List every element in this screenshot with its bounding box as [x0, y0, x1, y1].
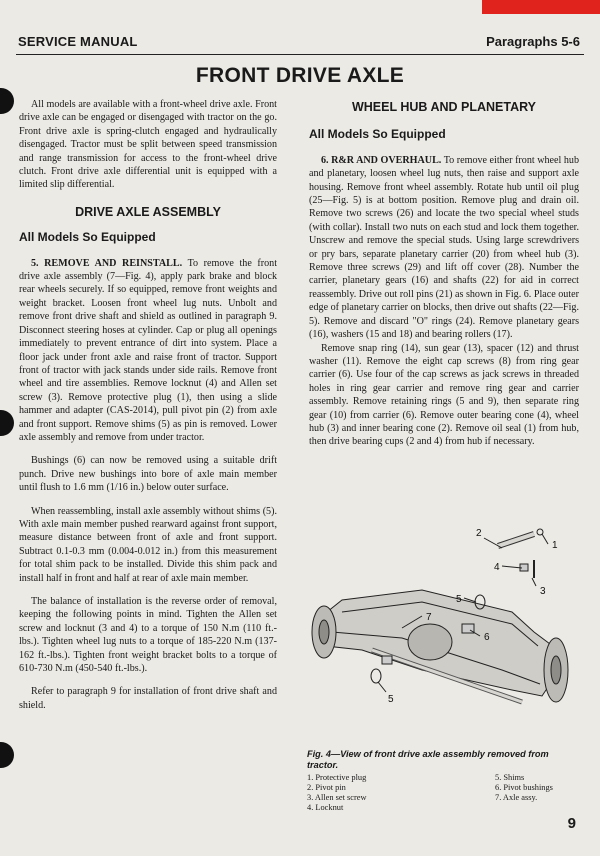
- legend-item: 2. Pivot pin: [307, 783, 346, 792]
- callout-label: 4: [494, 562, 500, 573]
- sub-heading: All Models So Equipped: [309, 127, 446, 142]
- refer-paragraph: Refer to paragraph 9 for installation of front drive shaft and shield.: [19, 686, 277, 711]
- paragraph-body: To remove the front drive axle assembly (7—Fig. 4), apply park brake and block rear wheels securely. If so equipped, remove front weights and weight bracket. Loosen front wheel lug nuts. Unbolt and remove front drive shaft and shield as outlined in paragraph 9. Disconnect steering hoses at cylinder. Cap or plug all openings immediately to prevent entrance of dirt into system. Place a floor jack under front axle and raise front of tractor. Support front of tractor with jack stands under side rails. Remove front wheel and tire assemblies. Remove locknut (4) and Allen set screw (3). Remove protective plug (1), then using a slide hammer and adapter (CAS-2014), pull pivot pin (2) from axle and front support. Remove shims (5) as pin is removed. Lower axle assembly and remove from under tractor.: [19, 257, 278, 443]
- axle-figure: [302, 520, 580, 742]
- callout-label: 7: [426, 612, 432, 623]
- balance-paragraph: The balance of installation is the reverse order of removal, keeping the following points in mind. Tighten the Allen set screw and locknut (3 and 4) to a torque of 150 N.m (110 ft.-lbs.). Tighten wheel lug nuts to a torque of 185-220 N.m (137-162 ft.-lbs.). Tighten front weight bracket bolts to a torque of 610-730 N.m (450-540 ft.-lbs.).: [19, 596, 277, 675]
- paragraph-5: [19, 257, 277, 445]
- manual-header: SERVICE MANUAL: [18, 34, 138, 49]
- callout-label: 5: [388, 694, 394, 705]
- paragraph-body: To remove either front wheel hub and planetary, loosen wheel lug nuts, then raise and support axle housing. Remove front wheel assembly. Rotate hub until oil plug (25—Fig. 5) is at bottom position. Remove plug and drain oil. Remove two screws (26) and locate the two special wheel studs (with collar). Install two nuts on each stud and lock them together. Unscrew and remove the special studs. Using large screwdrivers or pry bars, separate planetary carrier (20) from wheel hub (3). Remove three screws (29) and lift off cover (28). Number the carrier, planetary gears (16) and shafts (22) for aid in correct reassembly. Drive out roll pins (21) as shown in Fig. 6. Place outer edge of planetary carrier on blocks, then drive out shafts (22—Fig. 5). Remove and discard "O" rings (24). Remove planetary gears (16), washers (15 and 18) and bearing rollers (17).: [309, 154, 580, 341]
- reassemble-paragraph: When reassembling, install axle assembly without shims (5). With axle main member pushed rearward against front support, measure distance between front of axle and front support. Subtract 0.1-0.3 mm (0.004-0.012 in.) from this measurement for total shim pack to be installed. Divide this shim pack and install half in front and half at rear of axle main member.: [19, 505, 277, 584]
- callout-label: 6: [484, 632, 490, 643]
- callout-label: 5: [456, 594, 462, 605]
- paragraph-title: 5. REMOVE AND REINSTALL.: [31, 257, 183, 269]
- intro-paragraph: All models are available with a front-wheel drive axle. Front drive axle can be engaged or disengaged with tractor on the go. Front drive axle is spring-clutch engaged and hydraulically disengaged. Tractor must be split between speed transmission and range transmission for access to the front-wheel drive clutch. Front drive axle differential unit is equipped with a limited slip differential.: [19, 99, 277, 191]
- figure-caption: Fig. 4—View of front drive axle assembly removed from tractor.: [307, 749, 549, 770]
- legend-row: [307, 803, 577, 813]
- legend-row: [307, 783, 577, 793]
- sub-heading: All Models So Equipped: [19, 230, 156, 245]
- right-column: [309, 101, 579, 449]
- paragraph-6: [309, 154, 579, 342]
- paragraph-range: Paragraphs 5-6: [486, 34, 580, 49]
- callout-label: 2: [476, 528, 482, 539]
- legend-item: 6. Pivot bushings: [495, 783, 553, 792]
- legend-item: 5. Shims: [495, 773, 525, 782]
- snap-ring-paragraph: Remove snap ring (14), sun gear (13), spacer (12) and thrust washer (11). Remove the eight cap screws (8) from ring gear carrier (6). Use four of the cap screws as jack screws in threaded holes in ring gear carrier and remove ring gear and carrier assembly. Remove retaining rings (5 and 9), then separate ring gear (10) from carrier (6). Remove outer bearing cone (4), wheel hub (3) and inner bearing cone (2). Remove oil seal (1) from hub, then drive bearing cups (2 and 4) from hub if necessary.: [309, 342, 579, 448]
- legend-row: [307, 793, 577, 803]
- legend-item: 7. Axle assy.: [495, 793, 538, 802]
- callout-label: 3: [540, 586, 546, 597]
- page-number: 9: [567, 815, 576, 832]
- paragraph-title: 6. R&R AND OVERHAUL.: [321, 154, 442, 166]
- callout-label: 1: [552, 540, 558, 551]
- legend-item: 1. Protective plug: [307, 773, 367, 782]
- legend-row: [307, 773, 577, 783]
- figure-legend: [307, 773, 577, 813]
- legend-item: 3. Allen set screw: [307, 793, 367, 802]
- binder-hole: [0, 742, 14, 768]
- section-heading: WHEEL HUB AND PLANETARY: [351, 100, 537, 114]
- corner-tab: [482, 0, 600, 14]
- page-title: FRONT DRIVE AXLE: [195, 64, 405, 87]
- header-rule: [16, 54, 584, 55]
- left-column: [19, 98, 277, 712]
- binder-hole: [0, 410, 14, 436]
- legend-item: 4. Locknut: [307, 803, 344, 812]
- binder-hole: [0, 88, 14, 114]
- bushings-paragraph: Bushings (6) can now be removed using a suitable drift punch. Drive new bushings into bore of axle main member until flush to 1.6 mm (1/16 in.) below outer surface.: [19, 455, 277, 494]
- section-heading: DRIVE AXLE ASSEMBLY: [75, 204, 221, 219]
- axle-drawing: [302, 520, 580, 742]
